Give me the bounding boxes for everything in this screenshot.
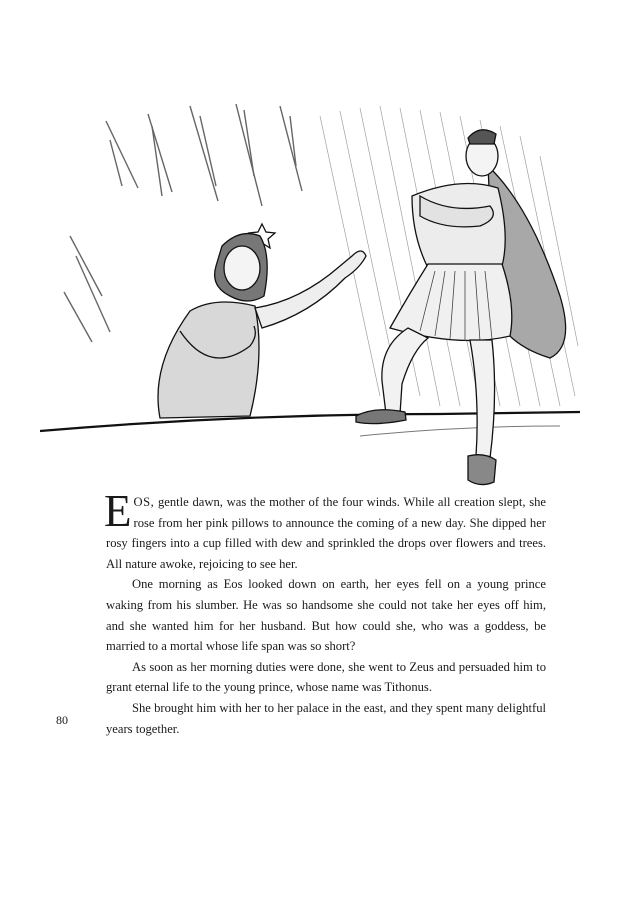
first-word-rest: OS,	[133, 495, 155, 509]
eos-and-tithonus-illustration	[40, 96, 580, 491]
story-text	[104, 486, 546, 739]
paragraph-4: She brought him with her to her palace in the east, and they spent many delightful years together.	[106, 700, 546, 736]
eos-figure	[158, 224, 366, 418]
page-number: 80	[56, 713, 68, 727]
prince-figure	[356, 130, 566, 485]
paragraph-1	[104, 486, 546, 574]
ground-line	[40, 412, 580, 431]
paragraph-3: As soon as her morning duties were done, she went to Zeus and persuaded him to grant eternal life to the young prince, whose name was Tithonus.	[106, 659, 546, 695]
drop-cap: E	[104, 486, 132, 536]
paragraph-2: One morning as Eos looked down on earth, her eyes fell on a young prince waking from his slumber. He was so handsome she could not take her eyes off him, and she wanted him for her husband. But how could she, who was a goddess, be married to a mortal whose life span was so short?	[106, 577, 546, 654]
paragraph-1-text: gentle dawn, was the mother of the four winds. While all creation slept, she rose from her pink pillows to announce the coming of a new day. She dipped her rosy fingers into a cup filled with dew and sprinkled the drops over flowers and trees. All nature awoke, rejoicing to see her.	[106, 495, 546, 571]
